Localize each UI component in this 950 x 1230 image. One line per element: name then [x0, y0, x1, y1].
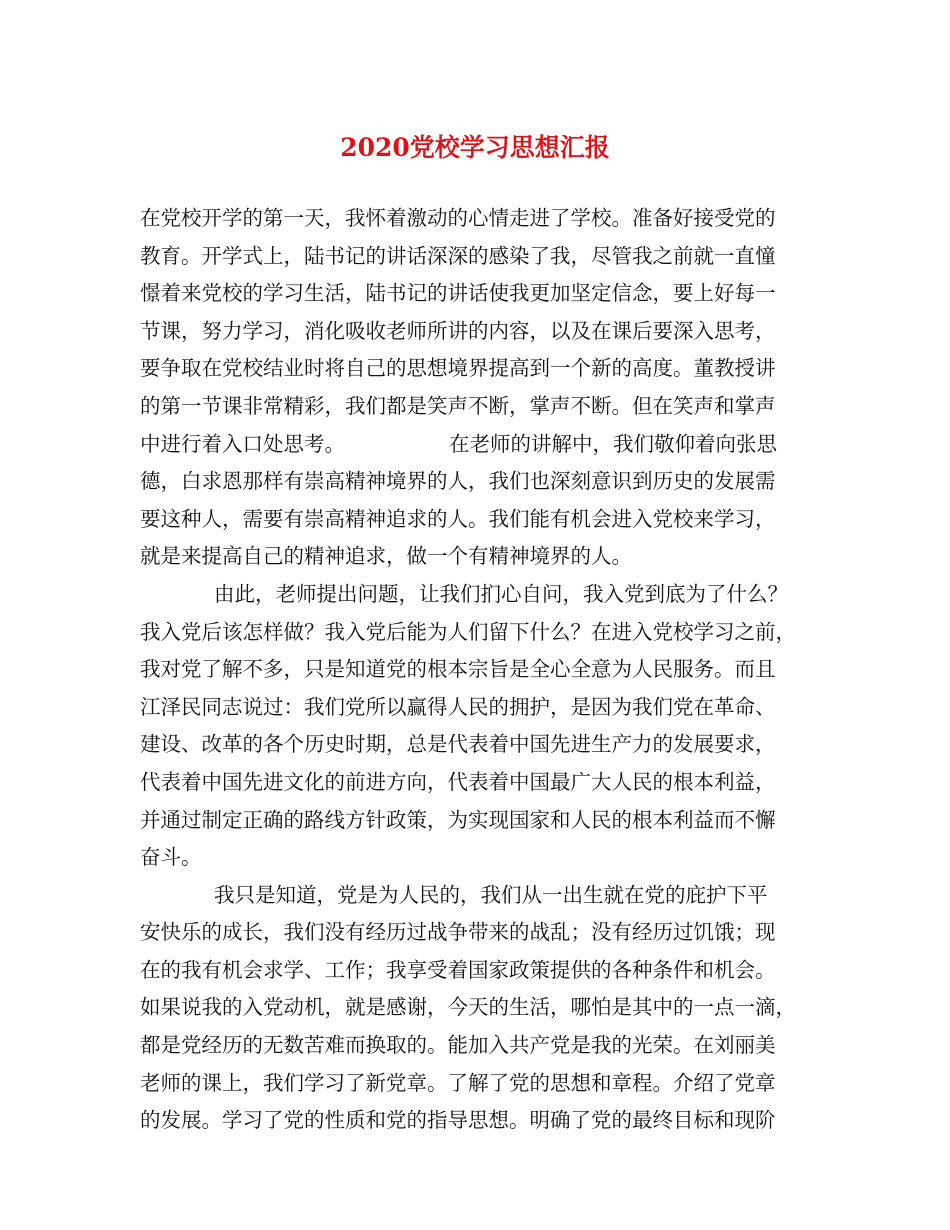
text-line-10: 就是来提高自己的精神追求，做一个有精神境界的人。 [140, 544, 632, 569]
text-line-22: 如果说我的入党动机，就是感谢，今天的生活，哪怕是其中的一点一滴， [140, 995, 796, 1020]
text-line-2: 教育。开学式上，陆书记的讲话深深的感染了我，尽管我之前就一直憧 [140, 243, 776, 268]
text-line-7-part-2: 在老师的讲解中，我们敬仰着向张思 [449, 431, 777, 456]
text-line-21: 在的我有机会求学、工作；我享受着国家政策提供的各种条件和机会。 [140, 957, 776, 982]
text-line-9: 要这种人，需要有崇高精神追求的人。我们能有机会进入党校来学习， [140, 506, 776, 531]
text-line-17: 并通过制定正确的路线方针政策，为实现国家和人民的根本利益而不懈 [140, 807, 776, 832]
text-line-24: 老师的课上，我们学习了新党章。了解了党的思想和章程。介绍了党章 [140, 1070, 776, 1095]
text-line-15: 建设、改革的各个历史时期，总是代表着中国先进生产力的发展要求， [140, 732, 776, 757]
text-line-7 [140, 426, 820, 464]
text-line-18: 奋斗。 [140, 845, 202, 870]
text-line-12: 我入党后该怎样做？我入党后能为人们留下什么？在进入党校学习之前， [140, 619, 796, 644]
text-line-8: 德，白求恩那样有崇高精神境界的人，我们也深刻意识到历史的发展需 [140, 469, 776, 494]
text-line-19: 我只是知道，党是为人民的，我们从一出生就在党的庇护下平 [214, 882, 768, 907]
text-line-13: 我对党了解不多，只是知道党的根本宗旨是全心全意为人民服务。而且 [140, 657, 776, 682]
text-line-23: 都是党经历的无数苦难而换取的。能加入共产党是我的光荣。在刘丽美 [140, 1033, 776, 1058]
text-line-3: 憬着来党校的学习生活，陆书记的讲话使我更加坚定信念，要上好每一 [140, 281, 776, 306]
text-line-4: 节课，努力学习，消化吸收老师所讲的内容，以及在课后要深入思考， [140, 318, 776, 343]
text-line-20: 安快乐的成长，我们没有经历过战争带来的战乱；没有经历过饥饿；现 [140, 920, 776, 945]
text-line-7-part-1: 中进行着入口处思考。 [140, 431, 345, 456]
text-line-6: 的第一节课非常精彩，我们都是笑声不断，掌声不断。但在笑声和掌声 [140, 393, 776, 418]
text-line-16: 代表着中国先进文化的前进方向，代表着中国最广大人民的根本利益， [140, 769, 776, 794]
text-line-14: 江泽民同志说过：我们党所以赢得人民的拥护，是因为我们党在革命、 [140, 694, 776, 719]
document-title: 2020党校学习思想汇报 [340, 133, 610, 162]
text-line-25: 的发展。学习了党的性质和党的指导思想。明确了党的最终目标和现阶 [140, 1108, 776, 1133]
text-line-1: 在党校开学的第一天，我怀着激动的心情走进了学校。准备好接受党的 [140, 206, 776, 230]
document-body [140, 200, 820, 1140]
text-line-11: 由此，老师提出问题，让我们扪心自问，我入党到底为了什么？ [214, 581, 788, 606]
text-line-5: 要争取在党校结业时将自己的思想境界提高到一个新的高度。董教授讲 [140, 356, 776, 381]
